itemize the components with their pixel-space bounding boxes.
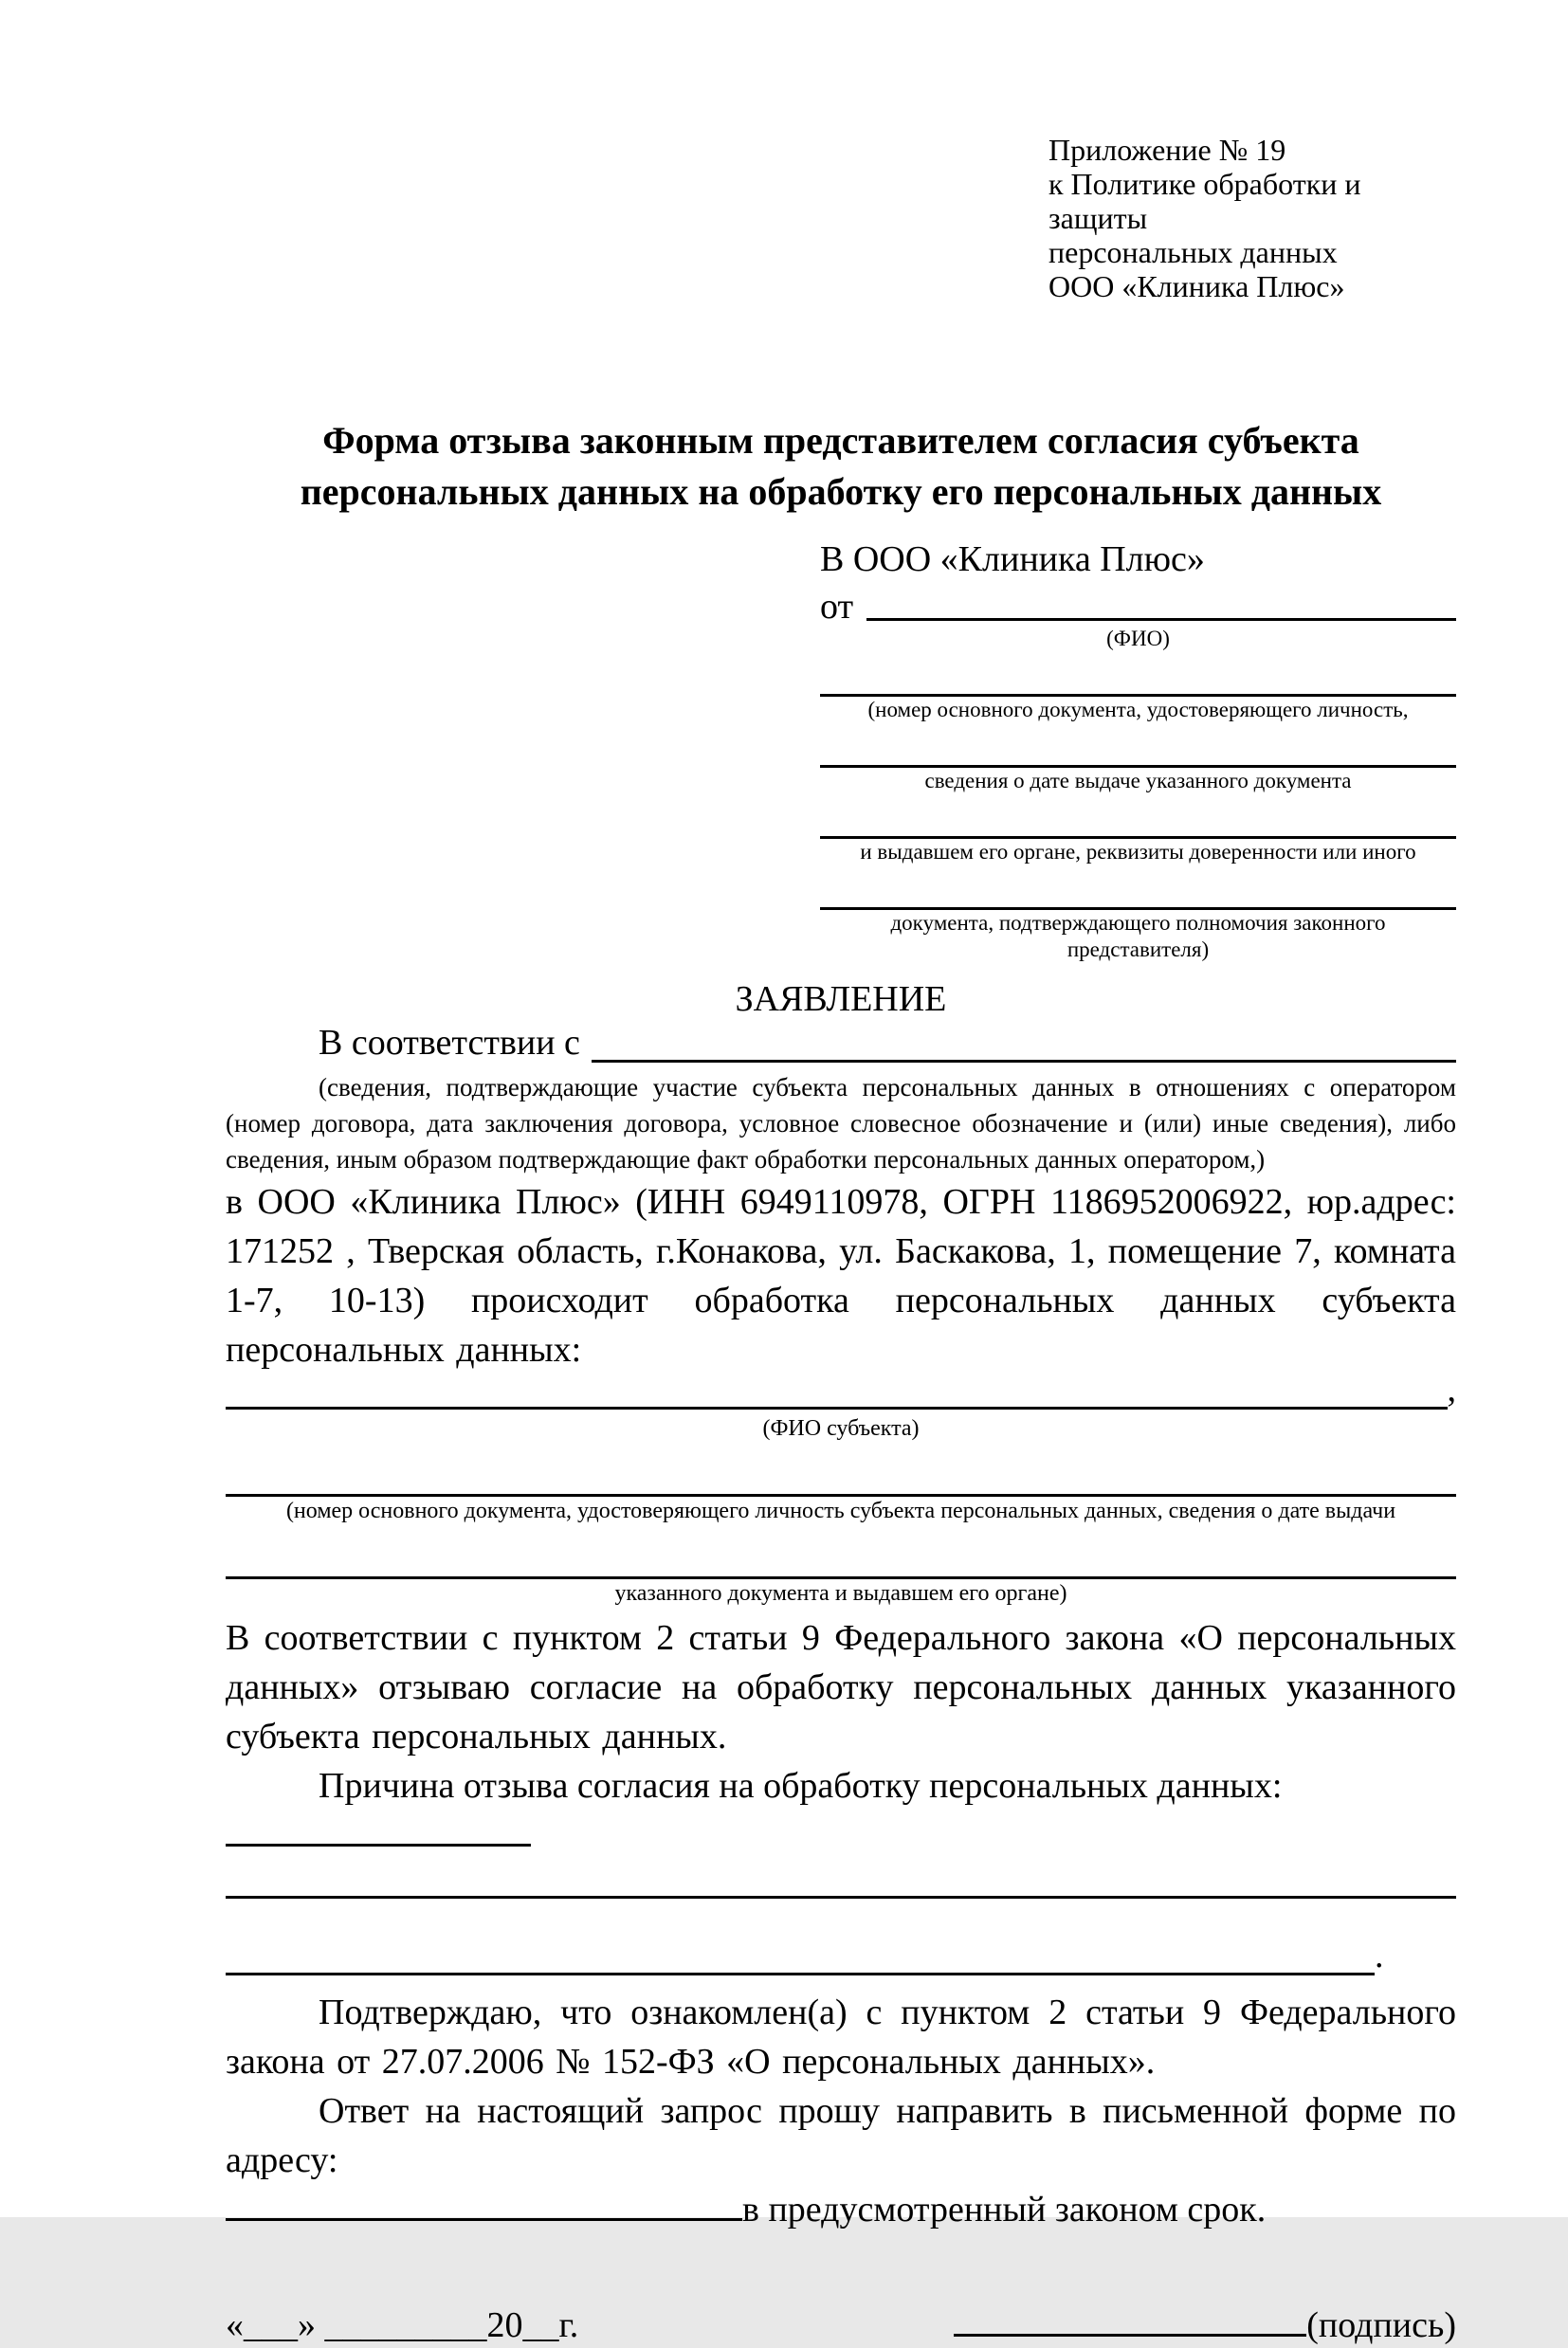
addressee-block: [820, 540, 1456, 963]
subject-doc-caption: указанного документа и выдавшем его органе): [614, 1581, 1067, 1606]
date-line: «___» _________20__г.: [226, 2305, 579, 2345]
blank-line: [226, 1973, 1375, 1975]
appendix-header-line: к Политике обработки и защиты: [1048, 167, 1361, 235]
reason-label: Причина отзыва согласия на обработку персональных данных:: [319, 1766, 1283, 1806]
subject-line-comma: ,: [1447, 1370, 1456, 1410]
from-label: от: [820, 587, 854, 627]
addressee-from-row: [820, 584, 1456, 626]
appendix-header-line: Приложение № 19: [1048, 133, 1286, 167]
subject-blank-line: [226, 1407, 1448, 1410]
addressee-blank-group: [820, 865, 1456, 963]
reply-line-1: Ответ на настоящий запрос прошу направить в письменной форме по адресу:: [226, 2091, 1456, 2180]
accordance-note: (сведения, подтверждающие участие субъекта персональных данных в отношениях с оператором (номер договора, дата заключения договора, условное словесное обозначение и (или) иные сведения), либо сведения, иным образом подтверждающие факт обработки персональных данных оператором,): [226, 1073, 1456, 1174]
reply-address-blank-line: [226, 2218, 742, 2221]
addressee-blank-group: [820, 723, 1456, 794]
footer-row: [226, 2302, 1456, 2348]
reason-blank-line-full: [226, 1894, 1456, 1899]
appendix-header-line: ООО «Клиника Плюс»: [1048, 269, 1345, 303]
signature-block: [954, 2302, 1456, 2348]
fio-caption: (ФИО): [1106, 627, 1170, 650]
appendix-header: [1048, 133, 1456, 303]
signature-caption: (подпись): [1306, 2305, 1456, 2345]
blank-line-caption: сведения о дате выдаче указанного документа: [924, 769, 1352, 792]
subject-fio-row: [226, 1370, 1456, 1414]
from-blank-line: [866, 618, 1456, 621]
confirm-paragraph: Подтверждаю, что ознакомлен(а) с пунктом 2 статьи 9 Федерального закона от 27.07.2006 № 152-ФЗ «О персональных данных».: [226, 1993, 1456, 2082]
reason-row: [226, 1761, 1456, 1860]
addressee-blank-group: [820, 794, 1456, 865]
subject-doc-blank-line: [226, 1464, 1456, 1497]
blank-line-caption: (номер основного документа, удостоверяющего личность,: [867, 698, 1409, 721]
addressee-blank-group: [820, 652, 1456, 723]
addressee-to-line: В ООО «Клиника Плюс»: [820, 539, 1205, 579]
reply-line-2: [226, 2185, 1456, 2234]
blank-line: [820, 794, 1456, 839]
blank-line-caption: и выдавшем его органе, реквизиты доверенности или иного: [860, 840, 1416, 864]
statement-heading: ЗАЯВЛЕНИЕ: [735, 979, 947, 1019]
operator-paragraph: в ООО «Клиника Плюс» (ИНН 6949110978, ОГРН 1186952006922, юр.адрес: 171252 , Тверская область, г.Конакова, ул. Баскакова, 1, помещение 7, комната 1-7, 10-13) происходит обработка персональных данных субъекта персональных данных:: [226, 1182, 1456, 1370]
subject-doc-caption: (номер основного документа, удостоверяющего личность субъекта персональных данных, сведения о дате выдачи: [285, 1499, 1396, 1523]
reason-blank-line-2: [226, 1936, 1456, 1980]
signature-blank-line: [954, 2334, 1306, 2337]
accordance-row: [226, 1024, 1456, 1067]
reply-tail: в предусмотренный законом срок.: [742, 2190, 1267, 2230]
subject-doc-blank-line: [226, 1546, 1456, 1579]
appendix-header-line: персональных данных: [1048, 235, 1338, 269]
blank-line: [820, 865, 1456, 910]
blank-line-caption: документа, подтверждающего полномочия законного представителя): [890, 911, 1386, 961]
document-title: Форма отзыва законным представителем согласия субъекта персональных данных на обработку его персональных данных: [300, 419, 1382, 513]
subject-fio-caption: (ФИО субъекта): [762, 1416, 920, 1441]
blank-line-period: .: [1375, 1936, 1384, 1975]
accordance-label: В соответствии с: [319, 1023, 580, 1063]
accordance-blank-line: [592, 1060, 1456, 1063]
blank-line: [820, 723, 1456, 768]
reason-blank-line: [226, 1844, 531, 1847]
withdrawal-paragraph: В соответствии с пунктом 2 статьи 9 Федерального закона «О персональных данных» отзываю согласие на обработку персональных данных указанного субъекта персональных данных.: [226, 1618, 1456, 1756]
blank-line: [820, 652, 1456, 697]
